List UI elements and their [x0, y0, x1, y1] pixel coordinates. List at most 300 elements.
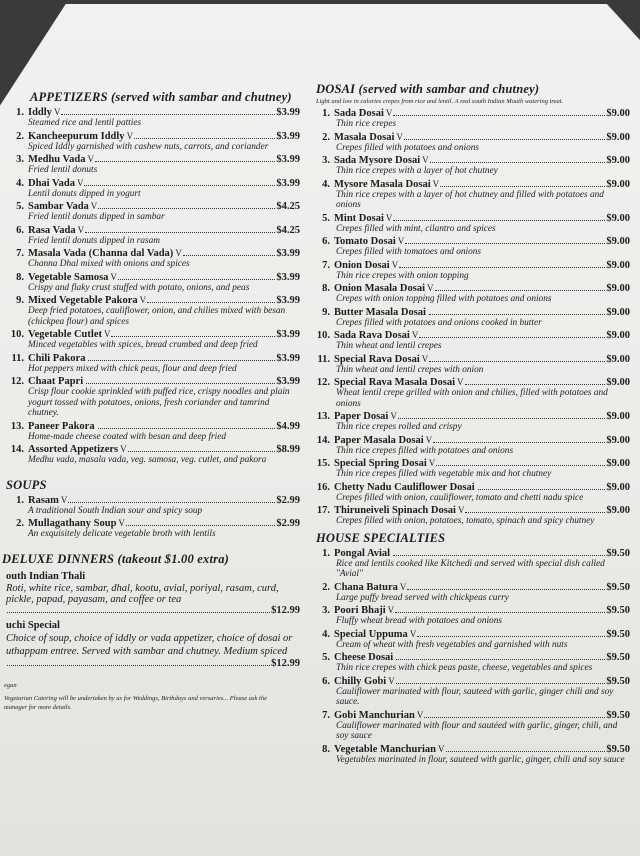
soups-heading: SOUPS — [6, 477, 47, 492]
dosai-item — [312, 179, 630, 211]
item-name: Special Rava Masala Dosai — [334, 377, 456, 388]
vegan-mark: V — [385, 108, 393, 118]
vegan-mark: V — [438, 743, 445, 754]
item-price: $8.99 — [276, 444, 300, 455]
item-number: 9. — [16, 295, 24, 306]
item-description: Fried lentil donuts dipped in sambar — [28, 212, 165, 222]
item-name: Cheese Dosai — [334, 652, 394, 663]
item-name: Onion Masala Dosai — [334, 283, 426, 294]
item-description: Thin rice crepes with chick peas paste, cheese, vegetables and spices — [336, 663, 593, 673]
vegan-mark: V — [409, 628, 417, 639]
item-number: 16. — [316, 481, 330, 493]
item-price: $9.00 — [606, 434, 630, 446]
leader-dots — [7, 665, 270, 666]
item-price: $9.00 — [606, 377, 630, 388]
soup-item — [6, 518, 300, 540]
dosai-item — [312, 132, 630, 154]
item-number: 5. — [16, 201, 24, 212]
vegan-mark: V — [110, 271, 117, 282]
appetizer-item — [6, 329, 300, 351]
item-number: 9. — [322, 306, 330, 318]
item-price: $9.00 — [606, 330, 630, 341]
item-description: Crepes filled with mint, cilantro and spices — [336, 223, 496, 234]
item-description: Minced vegetables with spices, bread crumbed and deep fried — [28, 340, 258, 350]
item-number: 17. — [316, 505, 330, 516]
vegan-mark: V — [60, 494, 68, 505]
item-name: Vegetable Samosa — [28, 271, 109, 283]
vegan-mark: V — [175, 248, 182, 258]
dosai-item — [312, 354, 630, 376]
house-item — [312, 710, 630, 742]
item-price: $9.50 — [606, 743, 630, 755]
item-price: $3.99 — [276, 130, 300, 142]
special-description: Choice of soup, choice of iddly or vada appetizer, choice of dosai or uthappam entree. Served with sambar and chutney. Medium spiced — [6, 632, 293, 657]
item-description: Medhu vada, masala vada, veg. samosa, veg. cutlet, and pakora — [28, 455, 267, 465]
item-description: Large puffy bread served with chickpeas curry — [336, 592, 509, 603]
leader-dots — [85, 232, 275, 233]
vegan-mark: V — [397, 236, 405, 246]
item-number: 10. — [316, 330, 330, 341]
vegan-mark: V — [396, 131, 403, 142]
item-price: $9.50 — [606, 652, 630, 663]
leader-dots — [393, 555, 605, 556]
item-name: Iddly — [28, 107, 52, 118]
vegan-mark: V — [387, 605, 395, 615]
leader-dots — [95, 161, 275, 162]
appetizer-item — [6, 131, 300, 153]
item-price: $9.00 — [606, 155, 630, 166]
item-number: 3. — [322, 605, 330, 616]
thali-description: Roti, white rice, sambar, dhal, kootu, avial, poriyal, rasam, curd, pickle, papad, payasam, and coffee or tea — [6, 582, 279, 605]
item-number: 2. — [16, 518, 24, 529]
leader-dots — [147, 302, 275, 303]
vegan-mark: V — [457, 377, 464, 387]
item-description: Thin rice crepes with a layer of hot chutney — [336, 166, 498, 176]
item-name: Chilly Gobi — [334, 675, 387, 687]
appetizer-item — [6, 225, 300, 247]
item-description: A traditional South Indian sour and spicy soup — [28, 505, 203, 516]
leader-dots — [436, 465, 605, 466]
vegan-mark: V — [422, 155, 429, 165]
item-name: Sada Dosai — [334, 108, 384, 119]
item-price: $9.50 — [606, 581, 630, 593]
item-number: 1. — [322, 108, 330, 119]
item-number: 7. — [322, 259, 330, 271]
leader-dots — [68, 502, 275, 503]
house-specialties-heading: HOUSE SPECIALTIES — [316, 530, 446, 545]
item-name: Special Rava Dosai — [334, 353, 420, 365]
item-name: Chana Batura — [334, 581, 398, 593]
item-number: 8. — [322, 743, 330, 755]
item-number: 4. — [322, 628, 330, 640]
house-item — [312, 652, 630, 674]
item-price: $9.50 — [606, 709, 630, 721]
leader-dots — [399, 267, 605, 268]
vegan-mark: V — [416, 709, 424, 720]
item-description: Crispy and flaky crust stuffed with potato, onions, and peas — [28, 282, 250, 293]
item-description: Thin rice crepes filled with vegetable mix and hot chutney — [336, 469, 552, 479]
leader-dots — [430, 162, 606, 163]
leader-dots — [465, 384, 606, 385]
thali-name: outh Indian Thali — [6, 570, 86, 582]
dosai-item — [312, 260, 630, 282]
vegan-mark: V — [457, 505, 465, 515]
vegan-mark: V — [411, 330, 419, 340]
item-price: $9.00 — [606, 283, 630, 294]
item-number: 8. — [16, 271, 24, 283]
item-price: $9.00 — [606, 212, 630, 224]
leader-dots — [417, 636, 605, 637]
item-name: Special Spring Dosai — [334, 458, 427, 469]
item-number: 1. — [322, 547, 330, 559]
vegan-mark: V — [391, 259, 399, 270]
item-price: $3.99 — [276, 329, 300, 340]
item-name: Sambar Vada — [28, 201, 89, 212]
item-number: 11. — [317, 353, 330, 365]
item-price: $4.99 — [276, 420, 300, 432]
leader-dots — [111, 336, 275, 337]
item-name: Chili Pakora — [28, 352, 86, 364]
item-price: $9.00 — [606, 236, 630, 247]
catering-note: Vegetarian Catering will be undertaken by us for Weddings, Birthdays and versaries... Please ask the manager for more details. — [4, 694, 267, 711]
item-name: Chaat Papri — [28, 376, 84, 387]
item-description: Crepes filled with onion, potatoes, tomato, spinach and spicy chutney — [336, 516, 595, 526]
item-price: $9.00 — [606, 353, 630, 365]
item-name: Rasam — [28, 494, 59, 506]
appetizer-item — [6, 376, 300, 419]
item-price: $3.99 — [276, 295, 300, 306]
item-number: 11. — [11, 352, 24, 364]
appetizers-list — [0, 107, 300, 466]
leader-dots — [429, 314, 605, 315]
item-description: An exquisitely delicate vegetable broth with lentils — [28, 529, 216, 539]
vegan-mark: V — [399, 581, 407, 592]
item-price: $3.99 — [276, 177, 300, 189]
item-number: 10. — [10, 329, 24, 340]
appetizer-item — [6, 295, 300, 327]
soups-list — [0, 495, 300, 540]
item-price: $3.99 — [276, 376, 300, 387]
left-column — [0, 90, 300, 712]
item-price: $3.99 — [276, 271, 300, 283]
item-price: $9.00 — [606, 411, 630, 422]
item-description: Cauliflower marinated with flour, sauteed with garlic, ginger chili and soy sauce. — [336, 686, 614, 707]
leader-dots — [393, 115, 605, 116]
item-name: Paper Masala Dosai — [334, 434, 424, 446]
item-description: Channa Dhal mixed with onions and spices — [28, 259, 190, 269]
dosai-item — [312, 330, 630, 352]
leader-dots — [424, 717, 605, 718]
item-description: Crepes with onion topping filled with potatoes and onions — [336, 294, 552, 304]
appetizer-item — [6, 272, 300, 294]
item-description: Rice and lentils cooked like Kitchedi and served with special dish called "Avial" — [336, 558, 605, 579]
item-name: Gobi Manchurian — [334, 709, 415, 721]
item-number: 6. — [322, 675, 330, 687]
item-description: Wheat lentil crepe grilled with onion and chilies, filled with potatoes and onions — [336, 388, 608, 409]
item-price: $9.00 — [606, 108, 630, 119]
item-description: Thin wheat and lentil crepes with onion — [336, 364, 484, 375]
item-price: $2.99 — [276, 518, 300, 529]
item-price: $9.00 — [606, 505, 630, 516]
leader-dots — [396, 683, 606, 684]
item-name: Pongal Avial — [334, 547, 391, 559]
leader-dots — [398, 418, 606, 419]
vegan-mark: V — [428, 458, 436, 468]
vegan-mark: V — [126, 130, 134, 141]
item-number: 4. — [322, 178, 330, 190]
item-number: 7. — [322, 709, 330, 721]
dosai-list — [312, 108, 630, 527]
special-price: $12.99 — [271, 657, 300, 669]
item-number: 12. — [316, 377, 330, 388]
leader-dots — [405, 243, 605, 244]
item-number: 6. — [322, 236, 330, 247]
item-number: 4. — [16, 177, 24, 189]
item-description: Spiced Iddly garnished with cashew nuts, carrots, and coriander — [28, 141, 269, 152]
vegan-mark: V — [432, 178, 440, 189]
appetizer-item — [6, 154, 300, 176]
item-name: Assorted Appetizers — [28, 444, 119, 455]
vegan-mark: V — [87, 154, 94, 164]
item-number: 7. — [16, 248, 24, 259]
item-name: Chetty Nadu Cauliflower Dosai — [334, 481, 475, 493]
dosai-item — [312, 505, 630, 527]
item-description: Cream of wheat with fresh vegetables and garnished with nuts — [336, 639, 568, 650]
item-description: Thin rice crepes — [336, 119, 397, 129]
vegan-mark: V — [139, 295, 147, 305]
dosai-item — [312, 482, 630, 504]
item-price: $9.00 — [606, 178, 630, 190]
right-column — [312, 82, 630, 765]
item-number: 2. — [322, 581, 330, 593]
leader-dots — [84, 185, 275, 186]
item-price: $9.50 — [606, 547, 630, 559]
dosai-item — [312, 307, 630, 329]
item-name: Butter Masala Dosai — [334, 306, 426, 318]
item-description: Thin rice crepes with onion topping — [336, 270, 469, 281]
item-number: 12. — [10, 376, 24, 387]
item-price: $2.99 — [276, 494, 300, 506]
item-description: Hot peppers mixed with chick peas, flour and deep fried — [28, 363, 237, 374]
dosai-item — [312, 108, 630, 130]
item-name: Mint Dosai — [334, 212, 384, 224]
vegan-mark: V — [90, 201, 98, 211]
leader-dots — [98, 208, 275, 209]
item-number: 1. — [16, 494, 24, 506]
item-name: Mixed Vegetable Pakora — [28, 295, 138, 306]
item-name: Masala Dosai — [334, 131, 395, 143]
item-price: $9.50 — [606, 675, 630, 687]
appetizer-item — [6, 248, 300, 270]
leader-dots — [429, 361, 605, 362]
appetizer-item — [6, 107, 300, 129]
dosai-item — [312, 155, 630, 177]
item-price: $9.00 — [606, 131, 630, 143]
item-price: $3.99 — [276, 154, 300, 165]
item-name: Masala Vada (Channa dal Vada) — [28, 248, 174, 259]
thali-row — [0, 583, 300, 605]
dosai-item — [312, 411, 630, 433]
appetizer-item — [6, 201, 300, 223]
item-price: $3.99 — [276, 107, 300, 118]
vegan-mark: V — [118, 518, 125, 528]
item-price: $3.99 — [276, 248, 300, 259]
item-price: $9.00 — [606, 306, 630, 318]
vegan-mark: V — [385, 212, 393, 223]
leader-dots — [440, 186, 605, 187]
item-price: $9.00 — [606, 481, 630, 493]
item-price: $4.25 — [276, 201, 300, 212]
dosai-item — [312, 435, 630, 457]
leader-dots — [126, 525, 275, 526]
item-name: Sada Mysore Dosai — [334, 155, 421, 166]
leader-dots — [465, 512, 605, 513]
vegan-mark: V — [76, 177, 84, 188]
leader-dots — [7, 612, 270, 613]
item-price: $4.25 — [276, 224, 300, 236]
item-number: 14. — [10, 444, 24, 455]
item-description: Thin rice crepes with a layer of hot chutney and filled with potatoes and onions — [336, 189, 604, 210]
item-number: 8. — [322, 283, 330, 294]
item-number: 14. — [316, 434, 330, 446]
item-name: Mysore Masala Dosai — [334, 178, 431, 190]
item-name: Paneer Pakora — [28, 420, 95, 432]
item-name: Medhu Vada — [28, 154, 86, 165]
leader-dots — [435, 290, 606, 291]
deluxe-dinners-heading: DELUXE DINNERS (takeout $1.00 extra) — [2, 551, 230, 566]
item-price: $9.00 — [606, 458, 630, 469]
vegan-mark: V — [77, 224, 85, 235]
item-description: Crisp flour cookie sprinkled with puffed rice, crispy noodles and plain yogurt tossed with potatoes, onions, fresh coriander and tamrind chutney. — [28, 387, 290, 418]
appetizer-item — [6, 421, 300, 443]
leader-dots — [446, 751, 606, 752]
item-price: $9.00 — [606, 259, 630, 271]
dosai-heading: DOSAI (served with sambar and chutney) — [316, 82, 540, 96]
item-description: Fluffy wheat bread with potatoes and onions — [336, 616, 502, 626]
dosai-subtitle: Light and low in calories crepes from rice and lentil. A real south Indian Mouth watering treat. — [316, 98, 564, 105]
leader-dots — [118, 279, 275, 280]
thali-price: $12.99 — [271, 604, 300, 616]
vegan-mark: V — [53, 107, 61, 117]
item-description: Steamed rice and lentil patties — [28, 118, 142, 128]
leader-dots — [395, 612, 605, 613]
vegan-mark: V — [425, 434, 433, 445]
item-description: Fried lentil donuts dipped in rasam — [28, 235, 160, 246]
item-number: 3. — [16, 154, 24, 165]
item-number: 13. — [316, 411, 330, 422]
appetizer-item — [6, 444, 300, 466]
leader-dots — [88, 360, 275, 361]
dosai-item — [312, 213, 630, 235]
dosai-item — [312, 377, 630, 409]
item-description: Vegetables marinated in flour, sauteed with garlic, ginger, chili and soy sauce — [336, 754, 625, 765]
item-number: 6. — [16, 224, 24, 236]
vegan-legend: egan — [4, 681, 17, 689]
item-number: 3. — [322, 155, 330, 166]
leader-dots — [419, 337, 605, 338]
item-description: Crepes filled with tomatoes and onions — [336, 247, 482, 257]
house-item — [312, 582, 630, 604]
item-description: Crepes filled with potatoes and onions — [336, 142, 479, 153]
item-description: Thin wheat and lentil crepes — [336, 341, 442, 351]
house-item — [312, 744, 630, 766]
leader-dots — [478, 489, 606, 490]
vegan-mark: V — [388, 675, 395, 686]
item-number: 2. — [16, 130, 24, 142]
item-description: Cauliflower marinated with flour and sautéed with garlic, ginger, chili, and soy sauce — [336, 720, 618, 741]
vegan-mark: V — [421, 353, 429, 364]
item-description: Home-made cheese coated with besan and deep fried — [28, 431, 227, 442]
soup-item — [6, 495, 300, 517]
item-name: Sada Rava Dosai — [334, 330, 410, 341]
dosai-item — [312, 283, 630, 305]
item-description: Crepes filled with onion, cauliflower, tomato and chetti nadu spice — [336, 492, 584, 503]
item-price: $9.50 — [606, 605, 630, 616]
item-name: Vegetable Cutlet — [28, 329, 102, 340]
item-number: 5. — [322, 652, 330, 663]
item-name: Kancheepurum Iddly — [28, 130, 125, 142]
item-description: Thin rice crepes rolled and crispy — [336, 422, 462, 432]
item-name: Special Uppuma — [334, 628, 408, 640]
appetizers-heading: APPETIZERS (served with sambar and chutney) — [30, 90, 292, 104]
item-number: 5. — [322, 212, 330, 224]
item-description: Thin rice crepes filled with potatoes and onions — [336, 445, 514, 456]
item-number: 13. — [10, 420, 24, 432]
item-description: Crepes filled with potatoes and onions cooked in butter — [336, 317, 542, 328]
leader-dots — [433, 442, 605, 443]
house-specialties-list — [312, 548, 630, 766]
special-name: uchi Special — [6, 619, 60, 631]
item-name: Paper Dosai — [334, 411, 389, 422]
leader-dots — [183, 255, 276, 256]
item-name: Mullagathany Soup — [28, 518, 117, 529]
leader-dots — [393, 220, 605, 221]
leader-dots — [134, 138, 275, 139]
leader-dots — [396, 659, 605, 660]
leader-dots — [61, 114, 275, 115]
appetizer-item — [6, 178, 300, 200]
item-name: Dhai Vada — [28, 177, 75, 189]
vegan-mark: V — [390, 411, 397, 421]
dosai-item — [312, 236, 630, 258]
item-name: Poori Bhaji — [334, 605, 386, 616]
leader-dots — [404, 139, 606, 140]
dosai-item — [312, 458, 630, 480]
item-name: Thiruneiveli Spinach Dosai — [334, 505, 456, 516]
house-item — [312, 605, 630, 627]
leader-dots — [128, 451, 276, 452]
appetizer-item — [6, 353, 300, 375]
house-item — [312, 629, 630, 651]
item-name: Tomato Dosai — [334, 236, 396, 247]
item-description: Fried lentil donuts — [28, 165, 98, 175]
vegan-mark: V — [427, 283, 434, 293]
item-name: Vegetable Manchurian — [334, 743, 436, 755]
item-number: 15. — [316, 458, 330, 469]
vegan-mark: V — [103, 329, 111, 339]
vegan-mark: V — [120, 444, 127, 454]
special-price-row — [0, 658, 300, 669]
item-number: 1. — [16, 107, 24, 118]
item-description: Lentil donuts dipped in yogurt — [28, 188, 141, 199]
thali-price-row — [0, 605, 300, 616]
leader-dots — [86, 383, 275, 384]
item-name: Onion Dosai — [334, 259, 390, 271]
item-price: $9.50 — [606, 628, 630, 640]
item-name: Rasa Vada — [28, 224, 76, 236]
item-price: $3.99 — [276, 352, 300, 364]
house-item — [312, 676, 630, 708]
